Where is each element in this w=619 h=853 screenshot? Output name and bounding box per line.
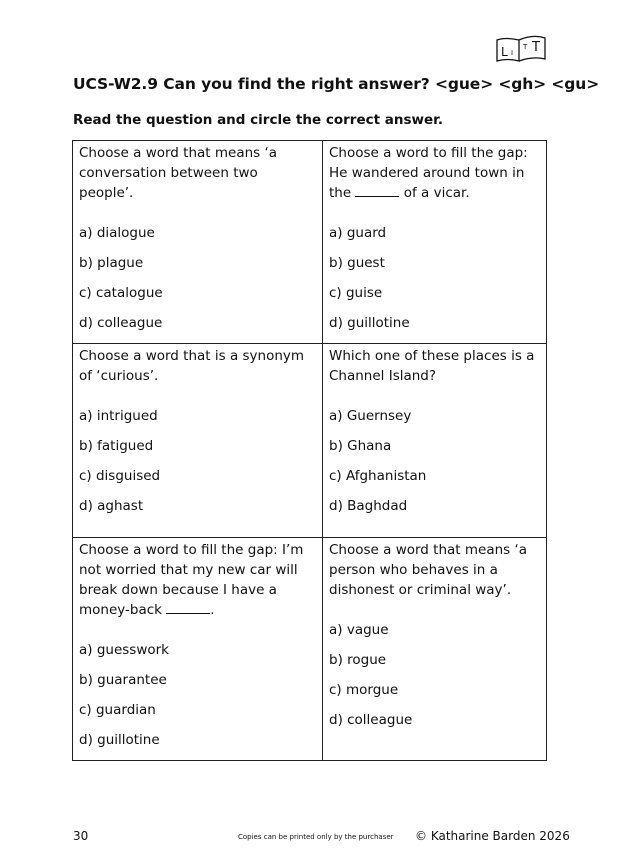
question-cell: Choose a word to fill the gap: He wandered around town in the of a vicar. a) guard b) guest c) guise d) guillotine [323, 141, 547, 344]
answer-option[interactable]: d) guillotine [79, 732, 160, 748]
answer-option[interactable]: a) intrigued [79, 408, 158, 424]
question-cell [73, 344, 323, 538]
answer-option[interactable]: d) aghast [79, 498, 144, 514]
answer-option[interactable]: a) guard [329, 225, 387, 241]
logo-letter: T [532, 40, 540, 55]
question-grid [72, 140, 547, 761]
question-cell [323, 538, 547, 761]
answer-blank [166, 600, 210, 614]
worksheet-title: UCS-W2.9 Can you find the right answer? <gue> <gh> <gu> [73, 75, 600, 93]
answer-option[interactable]: b) Ghana [329, 438, 392, 454]
logo-letter: I [511, 49, 514, 57]
answer-option[interactable]: b) fatigued [79, 438, 154, 454]
answer-option[interactable]: c) guardian [79, 702, 156, 718]
question-text: Choose a word that is a synonym of ‘curious’. [79, 348, 305, 384]
answer-option[interactable]: a) dialogue [79, 225, 155, 241]
logo-letter: T [523, 43, 528, 51]
litt-logo [495, 34, 547, 62]
logo-letter: L [501, 45, 508, 59]
answer-option[interactable]: a) guesswork [79, 642, 169, 658]
answer-option[interactable]: b) guest [329, 255, 385, 271]
copyright: © Katharine Barden 2026 [415, 829, 570, 843]
answer-option[interactable]: a) Guernsey [329, 408, 412, 424]
question-cell [73, 141, 323, 344]
answer-option[interactable]: c) guise [329, 285, 383, 301]
answer-option[interactable]: b) plague [79, 255, 144, 271]
answer-option[interactable]: c) morgue [329, 682, 399, 698]
answer-option[interactable]: c) Afghanistan [329, 468, 427, 484]
question-cell [323, 344, 547, 538]
answer-option[interactable]: c) catalogue [79, 285, 163, 301]
page-number: 30 [73, 829, 89, 843]
copy-note: Copies can be printed only by the purchaser [238, 833, 394, 841]
answer-option[interactable]: a) vague [329, 622, 389, 638]
question-text: Which one of these places is a Channel Island? [329, 348, 535, 384]
answer-option[interactable]: b) rogue [329, 652, 387, 668]
answer-blank [355, 183, 399, 197]
answer-option[interactable]: c) disguised [79, 468, 161, 484]
question-text: Choose a word that means ‘a conversation between two people’. [79, 145, 278, 201]
answer-option[interactable]: d) colleague [79, 315, 163, 331]
question-text: Choose a word to fill the gap: He wandered around town in the [329, 145, 528, 201]
answer-option[interactable]: d) guillotine [329, 315, 410, 331]
question-text: Choose a word to fill the gap: I’m not worried that my new car will break down because I have a money-back [79, 542, 304, 618]
question-cell: Choose a word to fill the gap: I’m not worried that my new car will break down because I have a money-back . a) guesswork b) guarantee c) guardian d) guillotine [73, 538, 323, 761]
question-text: Choose a word that means ‘a person who behaves in a dishonest or criminal way’. [329, 542, 528, 598]
answer-option[interactable]: b) guarantee [79, 672, 167, 688]
instruction: Read the question and circle the correct answer. [73, 112, 444, 128]
answer-option[interactable]: d) colleague [329, 712, 413, 728]
answer-option[interactable]: d) Baghdad [329, 498, 408, 514]
